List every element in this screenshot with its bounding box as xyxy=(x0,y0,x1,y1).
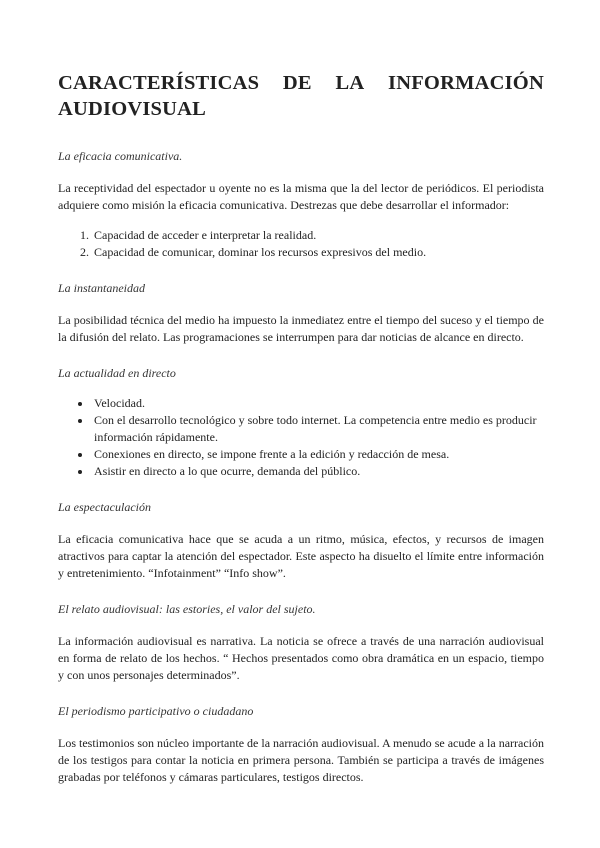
list-item: 2. Capacidad de comunicar, dominar los recursos expresivos del medio. xyxy=(92,244,544,261)
section-heading-periodismo: El periodismo participativo o ciudadano xyxy=(58,704,254,718)
document-title xyxy=(58,70,544,122)
title-word: LA xyxy=(335,72,365,94)
section-body-espectaculacion: La eficacia comunicativa hace que se acuda a un ritmo, música, efectos, y recursos de imagen atractivos para captar la atención del espectador. Este aspecto ha disuelto el límite entre información y entretenimiento. “Infotainment” “Info show”. xyxy=(58,532,544,580)
list-item: • Con el desarrollo tecnológico y sobre todo internet. La competencia entre medio es producir información rápidamente. xyxy=(92,412,544,446)
list-item: • Velocidad. xyxy=(92,395,544,412)
title-line-2: AUDIOVISUAL xyxy=(58,98,207,120)
section-heading-eficacia: La eficacia comunicativa. xyxy=(58,149,183,163)
section-heading-instantaneidad: La instantaneidad xyxy=(58,281,146,295)
list-item: • Conexiones en directo, se impone frente a la edición y redacción de mesa. xyxy=(92,446,544,463)
title-word: INFORMACIÓN xyxy=(388,72,544,94)
section-body-relato: La información audiovisual es narrativa. La noticia se ofrece a través de una narración audiovisual en forma de relato de los hechos. “ Hechos presentados como obra dramática en un espacio, tiempo y con unos personajes determinados”. xyxy=(58,634,544,682)
section-heading-relato: El relato audiovisual: las estories, el valor del sujeto. xyxy=(58,602,316,616)
list-item: 1. Capacidad de acceder e interpretar la realidad. xyxy=(92,227,544,244)
section-body-instantaneidad: La posibilidad técnica del medio ha impuesto la inmediatez entre el tiempo del suceso y el tiempo de la difusión del relato. Las programaciones se interrumpen para dar noticias de alcance en directo. xyxy=(58,313,544,344)
section-body-eficacia: La receptividad del espectador u oyente no es la misma que la del lector de periódicos. El periodista adquiere como misión la eficacia comunicativa. Destrezas que debe desarrollar el informador: xyxy=(58,181,544,212)
section-heading-espectaculacion: La espectaculación xyxy=(58,500,151,514)
document-page xyxy=(58,70,544,786)
actualidad-bullet-list xyxy=(58,395,544,480)
section-heading-actualidad: La actualidad en directo xyxy=(58,366,176,380)
list-item: • Asistir en directo a lo que ocurre, demanda del público. xyxy=(92,463,544,480)
title-word: CARACTERÍSTICAS xyxy=(58,72,260,94)
title-word: DE xyxy=(282,72,312,94)
skills-list xyxy=(58,227,544,261)
title-line-1 xyxy=(58,70,544,96)
section-body-periodismo: Los testimonios son núcleo importante de la narración audiovisual. A menudo se acude a la narración de los testigos para contar la noticia en primera persona. También se participa a través de imágenes grabadas por teléfonos y cámaras particulares, testigos directos. xyxy=(58,736,544,784)
